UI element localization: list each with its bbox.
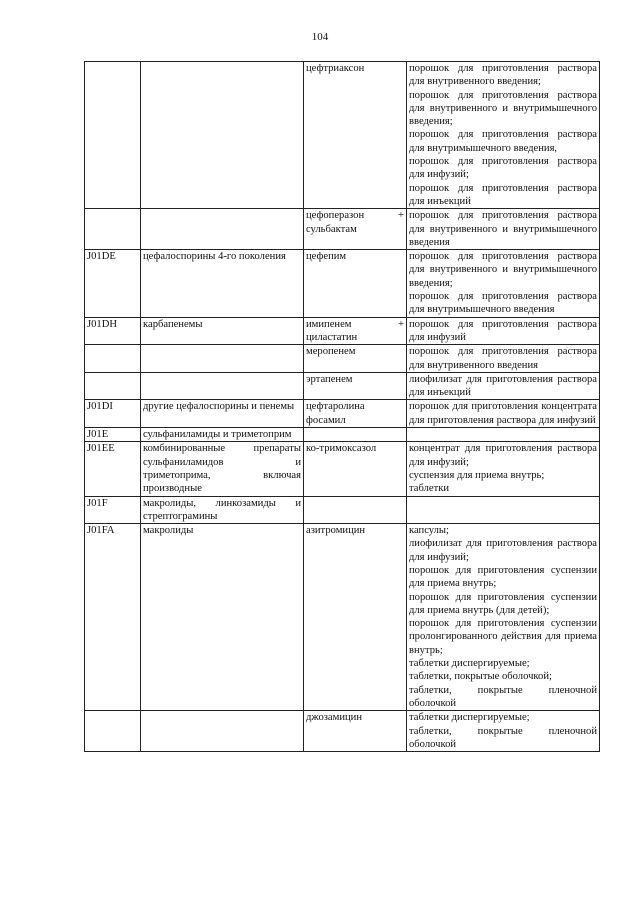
atc-code-cell [85, 209, 141, 250]
dosage-form-item: порошок для приготовления раствора для инфузий [409, 318, 597, 343]
dosage-form-item: таблетки [409, 483, 450, 495]
anatomical-group-cell [141, 428, 304, 442]
anatomical-group-text: сульфаниламиды и триметоприм [143, 429, 292, 441]
drug-name-cell [304, 442, 407, 496]
drug-name-text: азитромицин [306, 525, 366, 537]
dosage-forms-cell [407, 372, 600, 400]
drug-name-text: цефоперазон + сульбактам [306, 210, 404, 235]
drug-name-cell [304, 62, 407, 209]
anatomical-group-cell [141, 317, 304, 345]
dosage-form-item: лиофилизат для приготовления раствора для инфузий; [409, 538, 597, 563]
anatomical-group-cell [141, 442, 304, 496]
anatomical-group-cell [141, 400, 304, 428]
anatomical-group-cell [141, 524, 304, 711]
anatomical-group-text: комбинированные препараты сульфаниламидов и триметоприма, включая производные [143, 443, 301, 495]
dosage-form-item: таблетки, покрытые оболочкой; [409, 671, 552, 683]
dosage-forms-cell [407, 209, 600, 250]
dosage-form-item: капсулы; [409, 525, 449, 537]
dosage-form-item: концентрат для приготовления раствора для инфузий; [409, 443, 597, 468]
drug-name-cell [304, 372, 407, 400]
table-body [85, 62, 600, 752]
anatomical-group-cell [141, 711, 304, 752]
drug-name-text: меропенем [306, 346, 356, 358]
dosage-form-item: порошок для приготовления суспензии для приема внутрь; [409, 564, 597, 590]
atc-code-cell [85, 524, 141, 711]
dosage-forms-cell [407, 496, 600, 524]
dosage-form-item: порошок для приготовления раствора для внутримышечного введения, [409, 129, 597, 154]
drug-name-text: ко-тримоксазол [306, 443, 377, 455]
anatomical-group-cell [141, 250, 304, 317]
dosage-form-item: порошок для приготовления раствора для внутривенного и внутримышечного введения; [409, 89, 597, 128]
dosage-forms-cell [407, 428, 600, 442]
atc-code-cell [85, 317, 141, 345]
dosage-form-item: порошок для приготовления раствора для внутривенного введения [409, 346, 597, 371]
dosage-form-item: порошок для приготовления концентрата для приготовления раствора для инфузий [409, 401, 597, 426]
dosage-form-item: порошок для приготовления суспензии для приема внутрь (для детей); [409, 591, 597, 616]
table-row [85, 496, 600, 524]
anatomical-group-text: макролиды, линкозамиды и стрептограмины [143, 497, 301, 522]
atc-code-text: J01DH [87, 318, 118, 330]
drug-name-text: имипенем + циластатин [306, 318, 404, 343]
table-row [85, 524, 600, 711]
drug-table [84, 61, 600, 752]
drug-name-cell [304, 209, 407, 250]
drug-name-text: эртапенем [306, 373, 353, 385]
anatomical-group-cell [141, 496, 304, 524]
page-number: 104 [311, 31, 329, 43]
dosage-form-item: порошок для приготовления раствора для инъекций [409, 182, 597, 207]
table-row [85, 442, 600, 496]
drug-name-cell [304, 496, 407, 524]
dosage-form-item: порошок для приготовления суспензии пролонгированного действия для приема внутрь; [409, 618, 597, 656]
atc-code-text: J01F [87, 497, 108, 509]
dosage-form-item: суспензия для приема внутрь; [409, 469, 545, 481]
dosage-forms-cell [407, 345, 600, 373]
dosage-form-item: порошок для приготовления раствора для внутримышечного введения [409, 291, 597, 316]
drug-name-cell [304, 400, 407, 428]
table-row [85, 345, 600, 373]
table-row [85, 711, 600, 752]
dosage-form-item: лиофилизат для приготовления раствора для инъекций [409, 373, 597, 399]
dosage-form-item: таблетки диспергируемые; [409, 712, 530, 724]
table-row [85, 250, 600, 317]
atc-code-text: J01FA [87, 525, 115, 537]
anatomical-group-text: карбапенемы [143, 318, 203, 330]
drug-name-text: джозамицин [306, 712, 363, 724]
drug-name-cell [304, 428, 407, 442]
atc-code-text: J01EE [87, 443, 115, 455]
dosage-form-item: порошок для приготовления раствора для внутривенного введения; [409, 63, 597, 88]
atc-code-text: J01E [87, 429, 109, 441]
atc-code-cell [85, 711, 141, 752]
dosage-forms-cell [407, 317, 600, 345]
anatomical-group-text: макролиды [143, 525, 194, 537]
dosage-form-item: порошок для приготовления раствора для внутривенного и внутримышечного введения; [409, 251, 597, 289]
table-row [85, 400, 600, 428]
drug-name-cell [304, 345, 407, 373]
anatomical-group-text: другие цефалоспорины и пенемы [143, 401, 295, 413]
anatomical-group-cell [141, 372, 304, 400]
dosage-form-item: таблетки, покрытые пленочной оболочкой [409, 725, 597, 750]
dosage-forms-cell [407, 442, 600, 496]
dosage-forms-cell [407, 250, 600, 317]
drug-name-cell [304, 524, 407, 711]
table-row [85, 428, 600, 442]
anatomical-group-text: цефалоспорины 4-го поколения [143, 251, 286, 263]
dosage-forms-cell [407, 524, 600, 711]
atc-code-text: J01DE [87, 251, 116, 263]
anatomical-group-cell [141, 62, 304, 209]
drug-name-text: цефтаролина фосамил [306, 401, 365, 426]
dosage-forms-cell [407, 711, 600, 752]
atc-code-cell [85, 62, 141, 209]
anatomical-group-cell [141, 345, 304, 373]
drug-name-text: цефепим [306, 251, 347, 263]
table-row [85, 209, 600, 250]
atc-code-cell [85, 250, 141, 317]
dosage-forms-cell [407, 62, 600, 209]
atc-code-cell [85, 345, 141, 373]
dosage-form-item: таблетки диспергируемые; [409, 658, 530, 670]
drug-name-cell [304, 711, 407, 752]
dosage-form-item: порошок для приготовления раствора для внутривенного и внутримышечного введения [409, 210, 597, 248]
anatomical-group-cell [141, 209, 304, 250]
dosage-form-item: порошок для приготовления раствора для инфузий; [409, 156, 597, 181]
atc-code-cell [85, 442, 141, 496]
atc-code-text: J01DI [87, 401, 113, 413]
drug-name-cell [304, 317, 407, 345]
table-row [85, 62, 600, 209]
drug-name-text: цефтриаксон [306, 63, 365, 74]
atc-code-cell [85, 372, 141, 400]
atc-code-cell [85, 496, 141, 524]
dosage-forms-cell [407, 400, 600, 428]
dosage-form-item: таблетки, покрытые пленочной оболочкой [409, 684, 597, 709]
table-row [85, 372, 600, 400]
atc-code-cell [85, 400, 141, 428]
drug-name-cell [304, 250, 407, 317]
table-row [85, 317, 600, 345]
atc-code-cell [85, 428, 141, 442]
